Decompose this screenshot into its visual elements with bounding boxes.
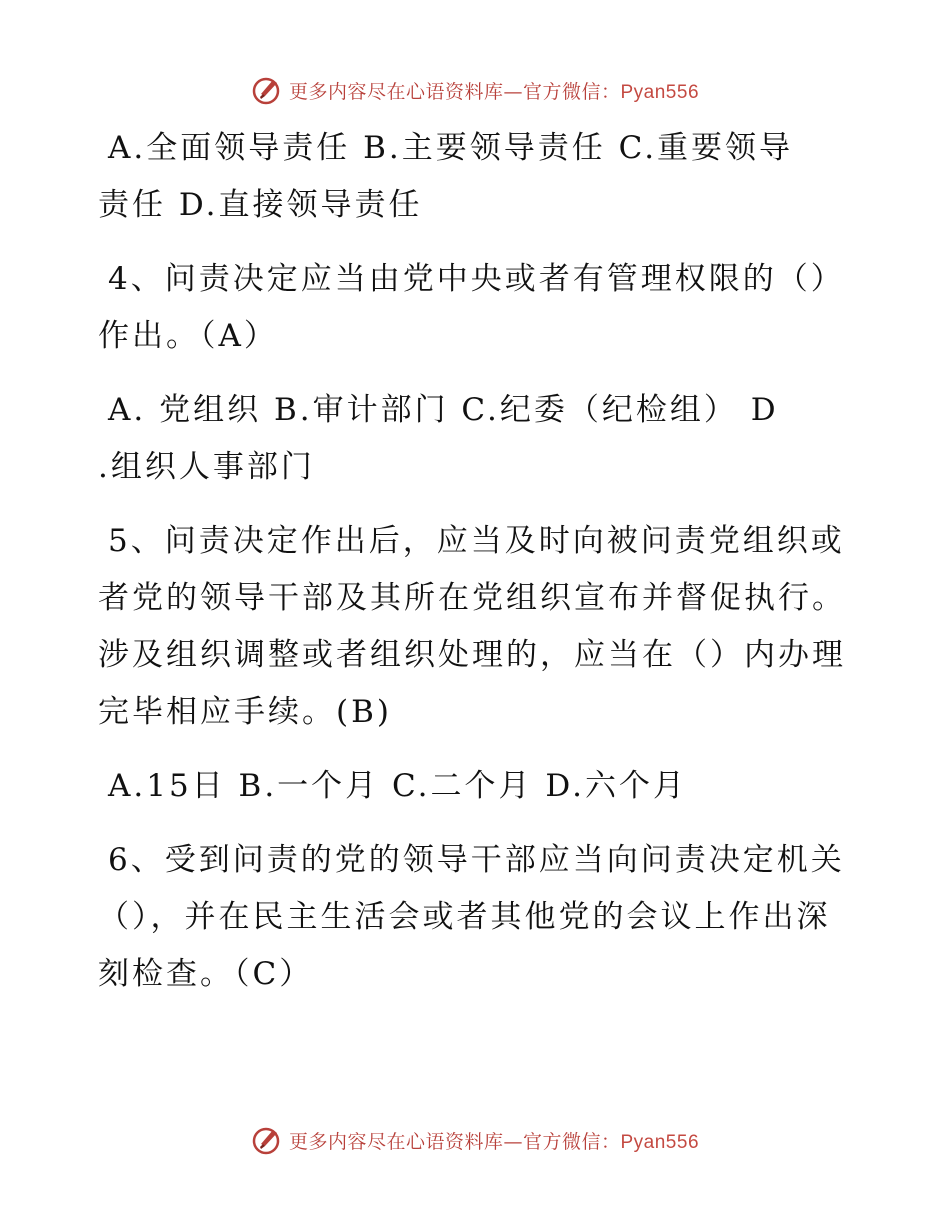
document-body [98,120,854,1003]
options-line: .组织人事部门 [98,449,315,485]
footer-watermark [0,1120,950,1160]
question-5-cont: 者党的领导干部及其所在党组织宣布并督促执行。 [98,580,846,616]
question-5-cont: 完毕相应手续。(B) [98,694,392,730]
question-6: 6、受到问责的党的领导干部应当向问责决定机关 [108,842,845,878]
options-line: A.15日 B.一个月 C.二个月 D.六个月 [108,768,687,804]
header-watermark [0,70,950,110]
watermark-text: 更多内容尽在心语资料库—官方微信：Pyan556 [288,1130,700,1153]
question-4-cont: 作出。（A） [98,318,278,354]
brush-logo-icon [251,74,283,106]
brush-logo-icon [251,1124,283,1156]
options-line: 责任 D.直接领导责任 [98,187,423,223]
options-line: A.全面领导责任 B.主要领导责任 C.重要领导 [108,130,794,166]
question-5-cont: 涉及组织调整或者组织处理的，应当在（）内办理 [98,637,846,673]
question-6-cont: （），并在民主生活会或者其他党的会议上作出深 [98,899,831,935]
question-5: 5、问责决定作出后，应当及时向被问责党组织或 [108,523,845,559]
watermark-text: 更多内容尽在心语资料库—官方微信：Pyan556 [288,80,700,103]
question-6-cont: 刻检查。（C） [98,956,314,992]
options-line: A. 党组织 B.审计部门 C.纪委（纪检组） D [108,392,779,428]
question-4: 4、问责决定应当由党中央或者有管理权限的（） [108,261,845,297]
